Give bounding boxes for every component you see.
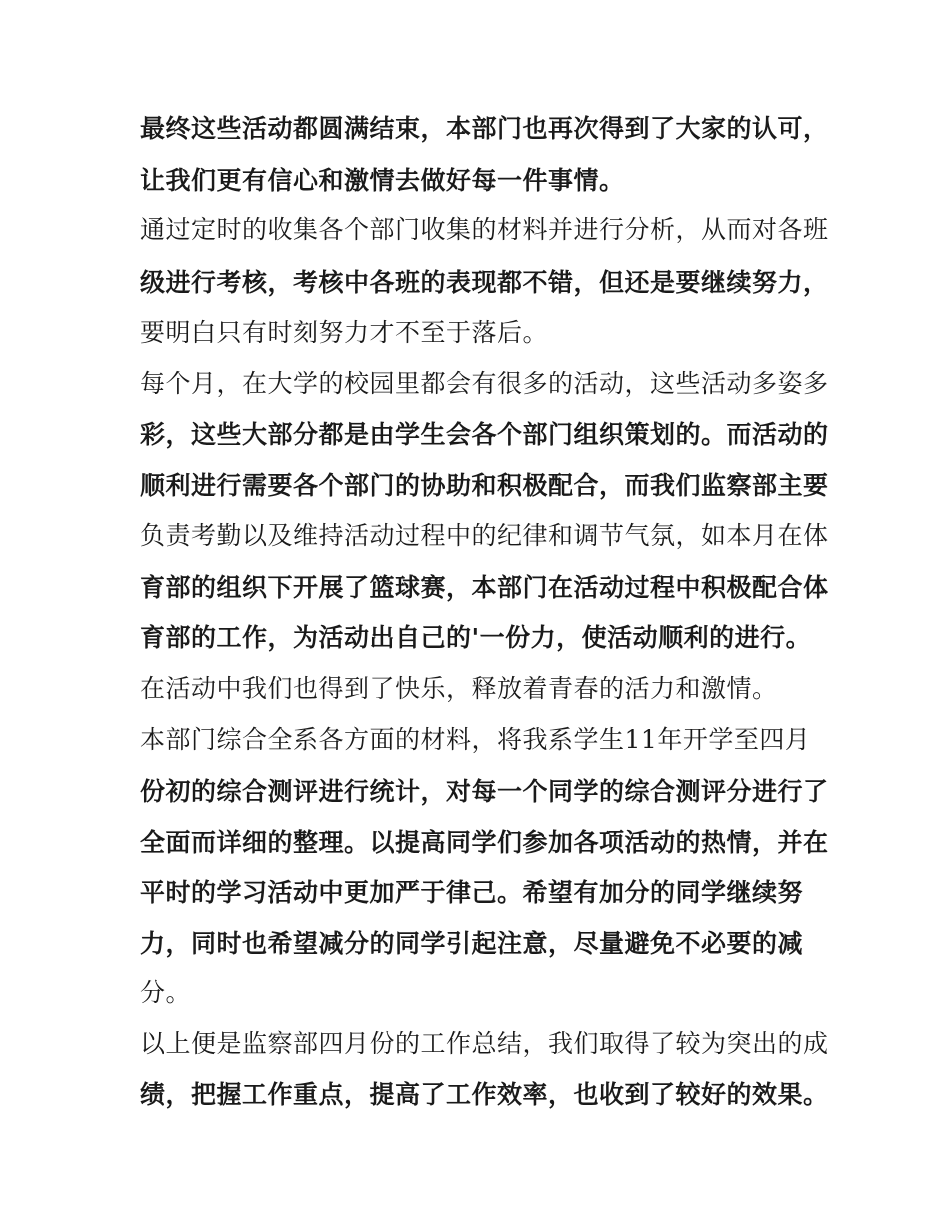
text-line: 分。 xyxy=(140,978,192,1007)
text-line: 在活动中我们也得到了快乐，释放着青春的活力和激情。 xyxy=(140,674,778,703)
text-line: 绩，把握工作重点，提高了工作效率，也收到了较好的效果。 xyxy=(140,1080,829,1109)
text-line: 力，同时也希望减分的同学引起注意，尽量避免不必要的减 xyxy=(140,929,804,958)
text-line: 负责考勤以及维持活动过程中的纪律和调节气氛，如本月在体 xyxy=(140,521,829,550)
text-line: 最终这些活动都圆满结束，本部门也再次得到了大家的认可， xyxy=(140,114,829,143)
text-line: 育部的组织下开展了篮球赛，本部门在活动过程中积极配合体 xyxy=(140,573,829,602)
text-line: 级进行考核，考核中各班的表现都不错，但还是要继续努力， xyxy=(140,268,829,297)
text-line: 通过定时的收集各个部门收集的材料并进行分析，从而对各班 xyxy=(140,215,829,244)
text-line: 平时的学习活动中更加严于律己。希望有加分的同学继续努 xyxy=(140,878,804,907)
text-line: 每个月，在大学的校园里都会有很多的活动，这些活动多姿多 xyxy=(140,369,829,398)
text-line: 顺利进行需要各个部门的协助和积极配合，而我们监察部主要 xyxy=(140,471,829,500)
text-line: 彩，这些大部分都是由学生会各个部门组织策划的。而活动的 xyxy=(140,420,829,449)
text-line: 份初的综合测评进行统计，对每一个同学的综合测评分进行了 xyxy=(140,777,829,806)
text-line: 让我们更有信心和激情去做好每一件事情。 xyxy=(140,166,625,195)
text-line: 全面而详细的整理。以提高同学们参加各项活动的热情，并在 xyxy=(140,828,829,857)
text-line: 育部的工作，为活动出自己的'一份力，使活动顺利的进行。 xyxy=(140,623,812,652)
text-line: 要明白只有时刻努力才不至于落后。 xyxy=(140,318,549,347)
text-line: 本部门综合全系各方面的材料，将我系学生11年开学至四月 xyxy=(140,725,811,754)
text-line: 以上便是监察部四月份的工作总结，我们取得了较为突出的成 xyxy=(140,1029,829,1058)
